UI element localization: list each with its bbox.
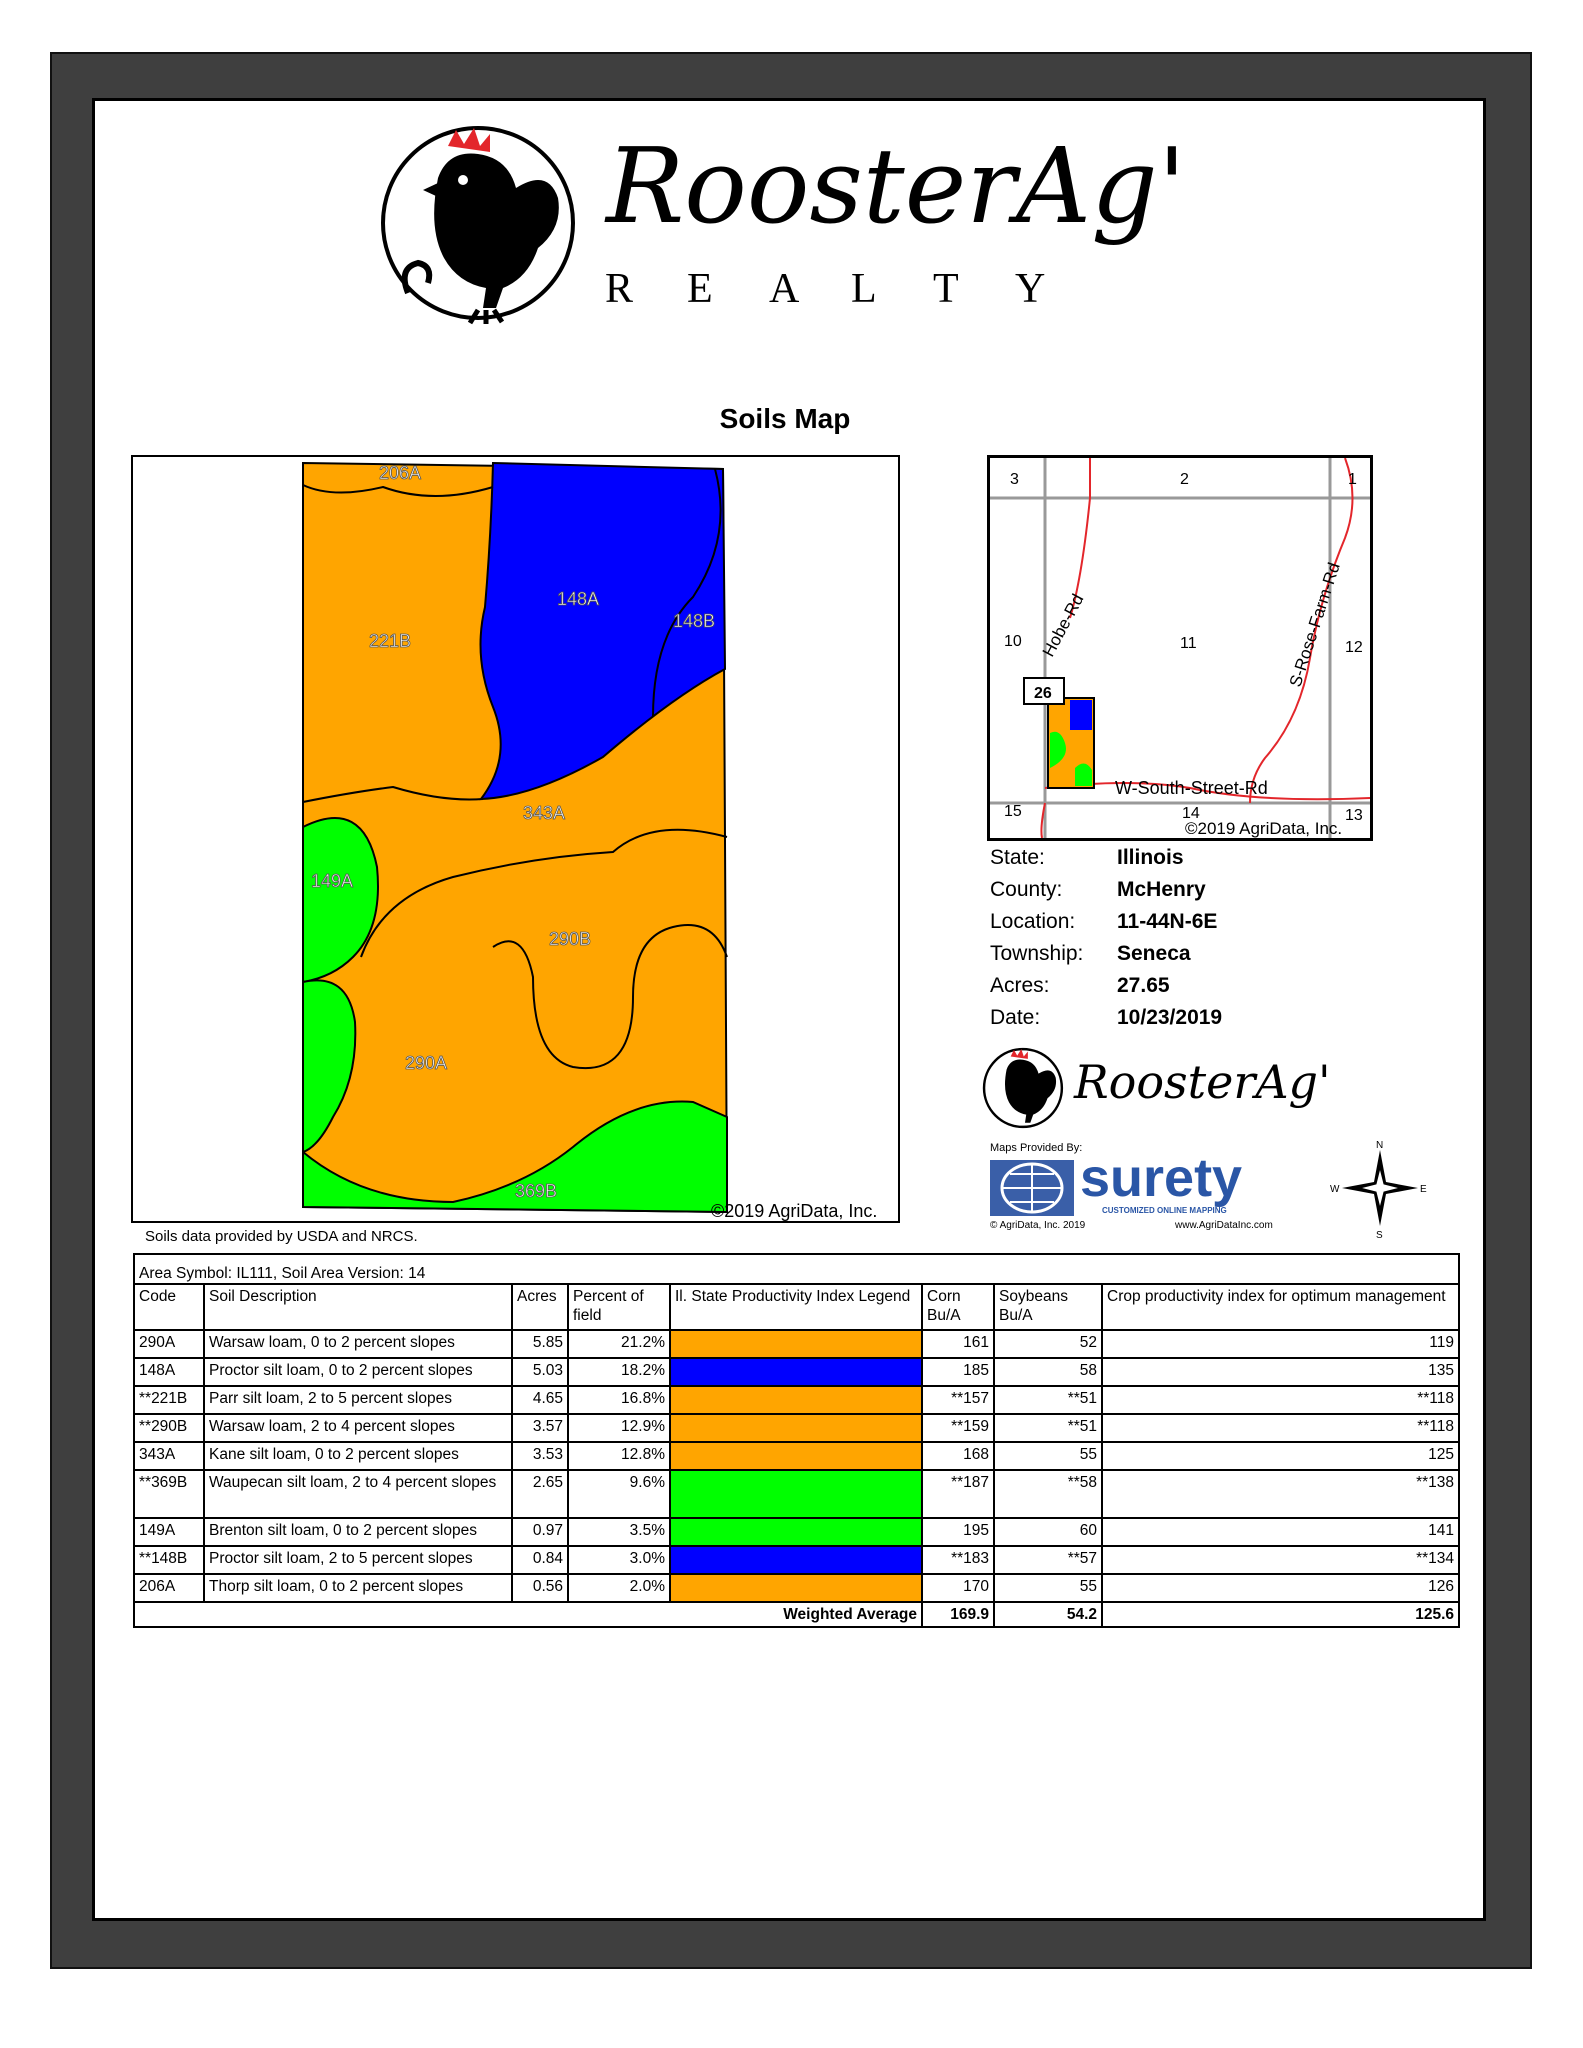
table-row <box>134 1546 1459 1574</box>
map-label: 149A <box>311 871 354 891</box>
table-row <box>134 1574 1459 1602</box>
info-value: 11-44N-6E <box>1117 910 1218 933</box>
map-label: 206A <box>379 463 422 483</box>
compass-icon <box>1330 1138 1430 1238</box>
map-label: 343A <box>523 803 566 823</box>
header-cell: Percent of field <box>568 1284 670 1330</box>
map-label: 221B <box>369 631 412 651</box>
soybean-yield: 60 <box>994 1518 1102 1546</box>
soil-percent: 12.8% <box>568 1442 670 1470</box>
surety-tagline: CUSTOMIZED ONLINE MAPPING <box>1102 1206 1227 1215</box>
soil-code: **221B <box>134 1386 204 1414</box>
surety-website: www.AgriDataInc.com <box>1175 1220 1273 1231</box>
table-row <box>134 1358 1459 1386</box>
soil-code: 343A <box>134 1442 204 1470</box>
crop-productivity-index: 141 <box>1102 1518 1459 1546</box>
brand-logo-small <box>982 1045 1342 1135</box>
soils-map <box>131 455 900 1223</box>
info-key: Township: <box>990 942 1084 965</box>
info-key: Acres: <box>990 974 1050 997</box>
data-credit: Soils data provided by USDA and NRCS. <box>145 1228 418 1245</box>
soybean-yield: **51 <box>994 1386 1102 1414</box>
legend-swatch <box>670 1414 922 1442</box>
weighted-soy: 54.2 <box>994 1602 1102 1627</box>
corn-yield: 195 <box>922 1518 994 1546</box>
corn-yield: 170 <box>922 1574 994 1602</box>
table-body <box>134 1330 1459 1602</box>
corn-yield: **159 <box>922 1414 994 1442</box>
soil-percent: 18.2% <box>568 1358 670 1386</box>
rooster-emblem <box>378 118 588 328</box>
section-number: 3 <box>1010 471 1019 488</box>
legend-swatch <box>670 1386 922 1414</box>
info-key: Location: <box>990 910 1076 933</box>
weighted-corn: 169.9 <box>922 1602 994 1627</box>
soil-description: Thorp silt loam, 0 to 2 percent slopes <box>204 1574 512 1602</box>
map-label: 290B <box>549 929 592 949</box>
compass-e: E <box>1420 1184 1427 1195</box>
legend-color <box>671 1519 921 1545</box>
legend-color <box>671 1471 921 1517</box>
weighted-average-label: Weighted Average <box>134 1602 922 1627</box>
crop-productivity-index: **138 <box>1102 1470 1459 1518</box>
soil-percent: 2.0% <box>568 1574 670 1602</box>
info-value: Illinois <box>1117 846 1184 869</box>
soil-percent: 9.6% <box>568 1470 670 1518</box>
realty-letter: R <box>605 266 634 312</box>
info-key: Date: <box>990 1006 1041 1029</box>
compass-n: N <box>1376 1140 1384 1151</box>
info-value: McHenry <box>1117 878 1206 901</box>
crop-productivity-index: 125 <box>1102 1442 1459 1470</box>
section-number: 14 <box>1182 805 1200 822</box>
crop-productivity-index: 126 <box>1102 1574 1459 1602</box>
legend-swatch <box>670 1358 922 1386</box>
soil-acres: 0.56 <box>512 1574 568 1602</box>
corn-yield: 161 <box>922 1330 994 1358</box>
legend-color <box>671 1387 921 1413</box>
brand-wordmark-small: RoosterAg' <box>1074 1055 1331 1109</box>
table-row <box>134 1414 1459 1442</box>
area-symbol: Area Symbol: IL111, Soil Area Version: 14 <box>139 1265 426 1282</box>
soil-percent: 16.8% <box>568 1386 670 1414</box>
map-label: 148A <box>557 589 600 609</box>
info-value: Seneca <box>1117 942 1191 965</box>
map-label: 148B <box>673 611 716 631</box>
header-cell: Corn Bu/A <box>922 1284 994 1330</box>
location-map-canvas <box>990 458 1370 838</box>
info-township <box>990 942 1191 966</box>
area-symbol-row <box>134 1254 1459 1284</box>
soil-acres: 5.85 <box>512 1330 568 1358</box>
surety-logo <box>990 1142 1300 1232</box>
soil-percent: 3.0% <box>568 1546 670 1574</box>
section-number: 2 <box>1180 471 1189 488</box>
section-number: 1 <box>1348 471 1357 488</box>
surety-copyright: © AgriData, Inc. 2019 <box>990 1220 1086 1231</box>
soil-acres: 2.65 <box>512 1470 568 1518</box>
soybean-yield: 55 <box>994 1442 1102 1470</box>
soil-percent: 12.9% <box>568 1414 670 1442</box>
road-label: Hobe-Rd <box>1038 590 1088 660</box>
soil-code: **148B <box>134 1546 204 1574</box>
legend-swatch <box>670 1518 922 1546</box>
header-cell: Acres <box>512 1284 568 1330</box>
header-cell: Il. State Productivity Index Legend <box>670 1284 922 1330</box>
location-copyright: ©2019 AgriData, Inc. <box>1185 819 1343 838</box>
legend-swatch <box>670 1330 922 1358</box>
compass-rose <box>1330 1138 1430 1238</box>
map-label: 290A <box>405 1053 448 1073</box>
soil-acres: 3.57 <box>512 1414 568 1442</box>
header-cell: Soil Description <box>204 1284 512 1330</box>
route-shield-label: 26 <box>1034 685 1052 702</box>
soil-code: 206A <box>134 1574 204 1602</box>
corn-yield: 168 <box>922 1442 994 1470</box>
road-label: S-Rose-Farm-Rd <box>1285 560 1344 690</box>
corn-yield: **187 <box>922 1470 994 1518</box>
legend-color <box>671 1331 921 1357</box>
page-title: Soils Map <box>719 403 851 434</box>
corn-yield: **183 <box>922 1546 994 1574</box>
realty-letter: L <box>851 266 877 312</box>
legend-color <box>671 1575 921 1601</box>
brand-realty <box>605 265 1097 313</box>
map-copyright: ©2019 AgriData, Inc. <box>711 1201 878 1221</box>
crop-productivity-index: 119 <box>1102 1330 1459 1358</box>
soil-description: Warsaw loam, 0 to 2 percent slopes <box>204 1330 512 1358</box>
info-value: 27.65 <box>1117 974 1170 997</box>
soil-acres: 0.97 <box>512 1518 568 1546</box>
soybean-yield: **57 <box>994 1546 1102 1574</box>
soil-code: **290B <box>134 1414 204 1442</box>
crop-productivity-index: 135 <box>1102 1358 1459 1386</box>
compass-w: W <box>1330 1184 1340 1195</box>
legend-swatch <box>670 1470 922 1518</box>
table-row <box>134 1330 1459 1358</box>
location-map <box>987 455 1373 841</box>
info-county <box>990 878 1206 902</box>
crop-productivity-index: **118 <box>1102 1386 1459 1414</box>
info-state <box>990 846 1184 870</box>
soil-code: 149A <box>134 1518 204 1546</box>
soil-description: Proctor silt loam, 2 to 5 percent slopes <box>204 1546 512 1574</box>
soybean-yield: 52 <box>994 1330 1102 1358</box>
soil-percent: 21.2% <box>568 1330 670 1358</box>
section-number: 11 <box>1180 635 1197 652</box>
info-key: County: <box>990 878 1063 901</box>
info-key: State: <box>990 846 1045 869</box>
soil-description: Proctor silt loam, 0 to 2 percent slopes <box>204 1358 512 1386</box>
soil-code: 290A <box>134 1330 204 1358</box>
soil-percent: 3.5% <box>568 1518 670 1546</box>
surety-provided-by: Maps Provided By: <box>990 1142 1083 1154</box>
compass-s: S <box>1376 1230 1383 1238</box>
section-number: 10 <box>1004 633 1022 650</box>
legend-color <box>671 1359 921 1385</box>
legend-color <box>671 1547 921 1573</box>
info-acres <box>990 974 1170 998</box>
soil-acres: 5.03 <box>512 1358 568 1386</box>
soybean-yield: **58 <box>994 1470 1102 1518</box>
soil-description: Kane silt loam, 0 to 2 percent slopes <box>204 1442 512 1470</box>
soybean-yield: 55 <box>994 1574 1102 1602</box>
header-cell: Code <box>134 1284 204 1330</box>
soil-description: Parr silt loam, 2 to 5 percent slopes <box>204 1386 512 1414</box>
header-cell: Crop productivity index for optimum management <box>1102 1284 1459 1330</box>
legend-swatch <box>670 1574 922 1602</box>
section-number: 12 <box>1345 639 1363 656</box>
section-number: 15 <box>1004 803 1022 820</box>
legend-color <box>671 1443 921 1469</box>
legend-color <box>671 1415 921 1441</box>
legend-swatch <box>670 1546 922 1574</box>
info-value: 10/23/2019 <box>1117 1006 1223 1029</box>
weighted-average-row <box>134 1602 1459 1627</box>
realty-letter: A <box>769 266 800 312</box>
brand-wordmark: RoosterAg' <box>606 125 1187 247</box>
realty-letter: T <box>933 266 959 312</box>
soil-acres: 0.84 <box>512 1546 568 1574</box>
realty-letter: Y <box>1015 266 1046 312</box>
soil-code: **369B <box>134 1470 204 1518</box>
crop-productivity-index: **134 <box>1102 1546 1459 1574</box>
header-cell: Soybeans Bu/A <box>994 1284 1102 1330</box>
soil-description: Waupecan silt loam, 2 to 4 percent slopes <box>204 1470 512 1518</box>
globe-icon <box>990 1160 1074 1216</box>
table-row <box>134 1470 1459 1518</box>
surety-name: surety <box>1080 1148 1243 1208</box>
map-label: 369B <box>515 1181 558 1201</box>
table-row <box>134 1442 1459 1470</box>
corn-yield: **157 <box>922 1386 994 1414</box>
soil-description: Brenton silt loam, 0 to 2 percent slopes <box>204 1518 512 1546</box>
soil-description: Warsaw loam, 2 to 4 percent slopes <box>204 1414 512 1442</box>
soybean-yield: 58 <box>994 1358 1102 1386</box>
soils-table <box>133 1253 1460 1628</box>
crop-productivity-index: **118 <box>1102 1414 1459 1442</box>
legend-swatch <box>670 1442 922 1470</box>
road-label: W-South-Street-Rd <box>1115 778 1268 798</box>
soils-map-canvas <box>133 457 898 1221</box>
soil-acres: 4.65 <box>512 1386 568 1414</box>
info-date <box>990 1006 1222 1030</box>
table-row <box>134 1518 1459 1546</box>
realty-letter: E <box>687 266 713 312</box>
table-row <box>134 1386 1459 1414</box>
section-number: 13 <box>1345 807 1363 824</box>
soil-acres: 3.53 <box>512 1442 568 1470</box>
table-header <box>134 1284 1459 1330</box>
info-location <box>990 910 1217 934</box>
soybean-yield: **51 <box>994 1414 1102 1442</box>
weighted-cpi: 125.6 <box>1102 1602 1459 1627</box>
soil-code: 148A <box>134 1358 204 1386</box>
corn-yield: 185 <box>922 1358 994 1386</box>
rooster-emblem-small <box>982 1045 1068 1131</box>
